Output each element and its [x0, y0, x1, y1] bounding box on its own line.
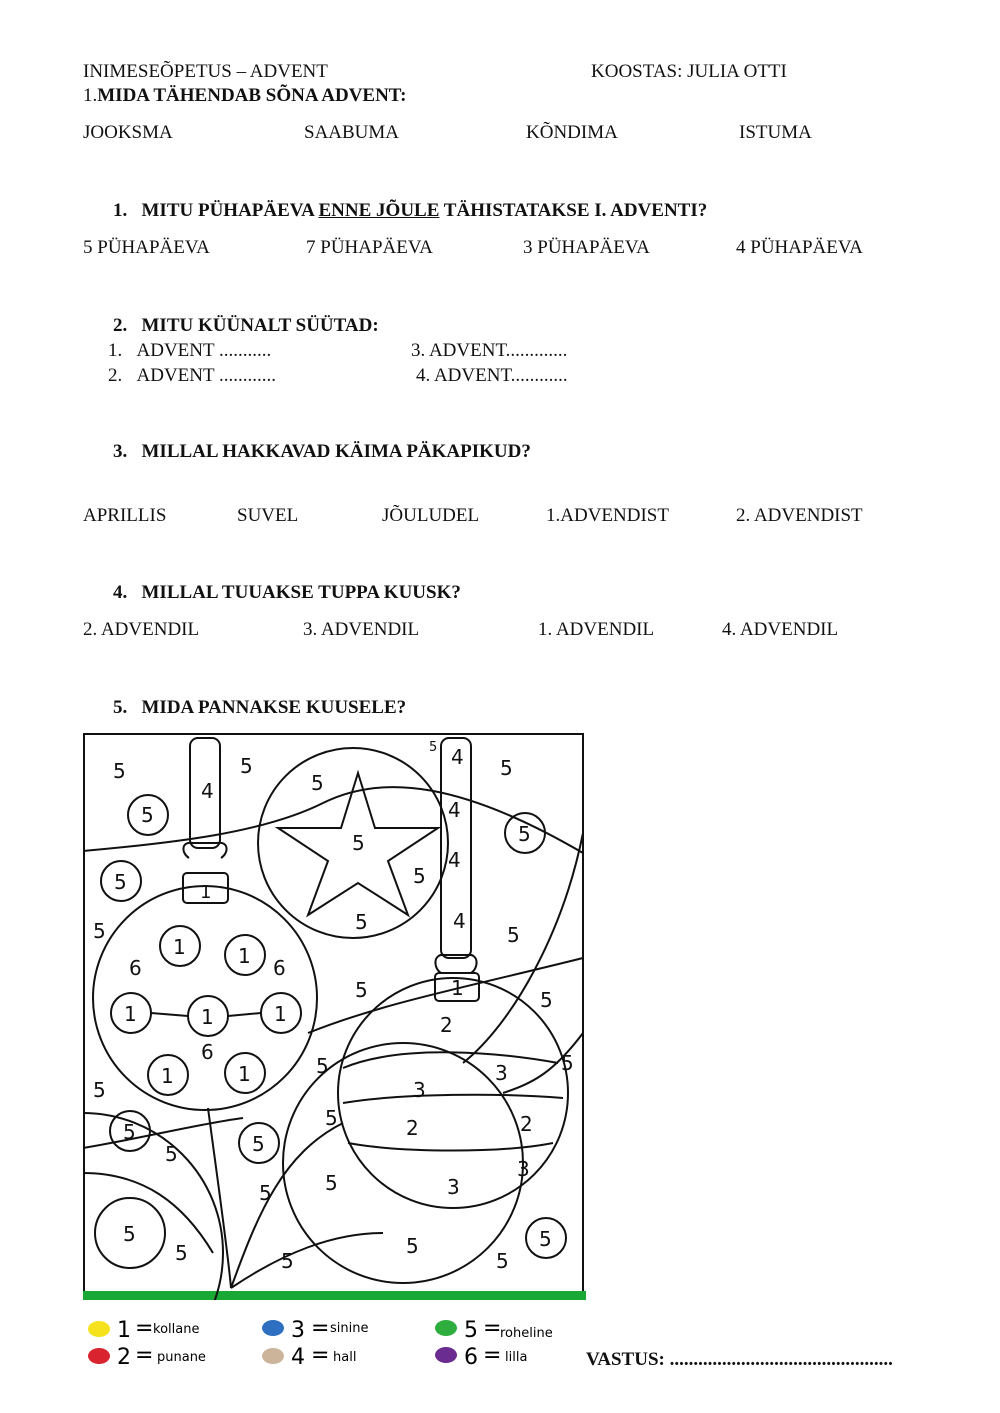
legend-equals: =	[135, 1316, 154, 1341]
picture-number: 5	[355, 978, 368, 1002]
q1-option[interactable]: 7 PÜHAPÄEVA	[306, 237, 433, 258]
picture-number: 5	[123, 1120, 136, 1144]
legend-number: 5	[464, 1318, 478, 1343]
question-text: MITU KÜÜNALT SÜÜTAD:	[141, 315, 379, 336]
question-number: 1.	[83, 85, 98, 106]
question-text: MILLAL TUUAKSE TUPPA KUUSK?	[141, 582, 461, 603]
q2-item[interactable]	[108, 341, 271, 360]
picture-number: 5	[123, 1222, 136, 1246]
legend-label: punane	[157, 1350, 206, 1365]
picture-number: 5	[165, 1142, 178, 1166]
question-1	[113, 201, 707, 220]
picture-number: 6	[129, 956, 142, 980]
legend-label: roheline	[500, 1326, 553, 1341]
legend-equals: =	[483, 1316, 502, 1341]
curve-line	[83, 1118, 243, 1148]
q0-option[interactable]: SAABUMA	[304, 122, 400, 143]
q2-item[interactable]: 4. ADVENT............	[416, 365, 568, 386]
answer-field[interactable]	[586, 1350, 893, 1369]
question-underlined: ENNE JÕULE	[318, 200, 440, 221]
curve-line	[463, 833, 583, 1063]
legend-item	[435, 1316, 553, 1343]
item-number: 1.	[108, 340, 123, 361]
q3-option[interactable]: JÕULUDEL	[382, 505, 480, 526]
picture-number: 5	[93, 1078, 106, 1102]
picture-number: 5	[540, 988, 553, 1012]
item-text: ADVENT ............	[136, 365, 277, 386]
question-number: 4.	[113, 582, 128, 603]
color-legend	[85, 1313, 575, 1373]
picture-number: 5	[252, 1132, 265, 1156]
picture-number: 2	[520, 1112, 533, 1136]
q3-option[interactable]: SUVEL	[237, 505, 299, 526]
picture-number: 5	[141, 803, 154, 827]
picture-number: 6	[201, 1040, 214, 1064]
question-3	[113, 442, 531, 461]
q0-option[interactable]: KÕNDIMA	[526, 122, 618, 143]
question-number: 3.	[113, 441, 128, 462]
question-4	[113, 583, 461, 602]
legend-number: 1	[117, 1318, 131, 1343]
q4-option[interactable]: 4. ADVENDIL	[722, 619, 839, 640]
picture-number: 5	[93, 919, 106, 943]
q0-option[interactable]: ISTUMA	[739, 122, 812, 143]
picture-number: 5	[561, 1051, 574, 1075]
picture-number: 5	[406, 1234, 419, 1258]
question-text: MILLAL HAKKAVAD KÄIMA PÄKAPIKUD?	[141, 441, 531, 462]
picture-number: 1	[161, 1064, 174, 1088]
answer-blank[interactable]: ...............................................	[669, 1349, 893, 1370]
picture-number: 5	[325, 1171, 338, 1195]
q4-option[interactable]: 2. ADVENDIL	[83, 619, 200, 640]
q4-option[interactable]: 1. ADVENDIL	[538, 619, 655, 640]
paint-blob-red-icon	[88, 1348, 110, 1364]
ornament-bottom	[283, 1043, 523, 1283]
picture-number: 5	[518, 822, 531, 846]
q4-option[interactable]: 3. ADVENDIL	[303, 619, 420, 640]
paint-blob-yellow-icon	[88, 1321, 110, 1337]
picture-number: 1	[124, 1002, 137, 1026]
picture-number: 2	[406, 1116, 419, 1140]
picture-number: 3	[447, 1175, 460, 1199]
question-number: 5.	[113, 697, 128, 718]
picture-number: 3	[413, 1078, 426, 1102]
q3-option[interactable]: 1.ADVENDIST	[546, 505, 669, 526]
legend-label: sinine	[330, 1321, 369, 1336]
picture-number: 1	[201, 1005, 214, 1029]
q3-option[interactable]: 2. ADVENDIST	[736, 505, 863, 526]
question-0	[83, 86, 406, 105]
ornament-stripe	[343, 1052, 558, 1068]
q2-item[interactable]: 3. ADVENT.............	[411, 340, 568, 361]
legend-number: 2	[117, 1345, 131, 1370]
picture-number: 1	[238, 1062, 251, 1086]
ornament-right	[338, 978, 568, 1208]
picture-number: 4	[448, 848, 461, 872]
color-by-number-picture	[83, 733, 586, 1300]
picture-number: 3	[517, 1157, 530, 1181]
question-number: 1.	[113, 200, 128, 221]
answer-label: VASTUS:	[586, 1349, 665, 1370]
picture-number: 5	[429, 740, 438, 755]
picture-number: 4	[451, 745, 464, 769]
legend-item	[262, 1343, 356, 1370]
hanger-cap	[183, 843, 226, 858]
subject-title: INIMESEÕPETUS – ADVENT	[83, 61, 328, 82]
legend-number: 3	[291, 1318, 305, 1343]
legend-label: hall	[333, 1350, 357, 1365]
question-number: 2.	[113, 315, 128, 336]
picture-number: 5	[500, 756, 513, 780]
picture-number: 5	[496, 1249, 509, 1273]
picture-number: 1	[200, 882, 212, 903]
q1-option[interactable]: 5 PÜHAPÄEVA	[83, 237, 210, 258]
legend-equals: =	[135, 1343, 154, 1368]
picture-number: 1	[238, 944, 251, 968]
picture-number: 5	[316, 1054, 329, 1078]
picture-number: 4	[448, 798, 461, 822]
legend-label: kollane	[153, 1322, 200, 1337]
curve-line	[231, 1233, 383, 1288]
question-text: MITU PÜHAPÄEVA	[141, 200, 319, 221]
legend-label: lilla	[505, 1350, 528, 1365]
picture-number: 3	[495, 1061, 508, 1085]
picture-number: 5	[311, 771, 324, 795]
picture-number: 5	[355, 910, 368, 934]
legend-number: 4	[291, 1345, 305, 1370]
question-text: MIDA TÄHENDAB SÕNA ADVENT:	[97, 85, 407, 106]
picture-number: 5	[114, 870, 127, 894]
frame-green-bar	[83, 1291, 586, 1300]
question-2	[113, 316, 379, 335]
picture-number: 5	[240, 754, 253, 778]
picture-number: 5	[259, 1181, 272, 1205]
question-5	[113, 698, 406, 717]
question-text: MIDA PANNAKSE KUUSELE?	[141, 697, 407, 718]
picture-number: 5	[539, 1227, 552, 1251]
item-text: ADVENT ...........	[136, 340, 272, 361]
picture-number: 2	[440, 1013, 453, 1037]
question-text-end: TÄHISTATAKSE I. ADVENTI?	[439, 200, 708, 221]
legend-item	[88, 1316, 199, 1343]
paint-blob-grey-icon	[262, 1348, 284, 1364]
picture-number: 4	[453, 909, 466, 933]
q1-option[interactable]: 4 PÜHAPÄEVA	[736, 237, 863, 258]
legend-item	[435, 1343, 527, 1370]
legend-item	[262, 1316, 368, 1343]
paint-blob-purple-icon	[435, 1347, 457, 1363]
paint-blob-green-icon	[435, 1320, 457, 1336]
picture-number: 5	[175, 1241, 188, 1265]
legend-number: 6	[464, 1345, 478, 1370]
ornament-left	[93, 886, 317, 1110]
picture-number: 1	[451, 976, 464, 1000]
picture-number: 5	[507, 923, 520, 947]
q2-item[interactable]	[108, 366, 276, 385]
legend-equals: =	[311, 1343, 330, 1368]
q3-option[interactable]: APRILLIS	[83, 505, 167, 526]
picture-number: 6	[273, 956, 286, 980]
picture-number: 5	[352, 831, 365, 855]
author-line: KOOSTAS: JULIA OTTI	[591, 61, 787, 82]
picture-number: 5	[281, 1249, 294, 1273]
item-number: 2.	[108, 365, 123, 386]
paint-blob-blue-icon	[262, 1320, 284, 1336]
picture-number: 5	[413, 864, 426, 888]
picture-number: 1	[173, 935, 186, 959]
legend-item	[88, 1343, 206, 1370]
legend-equals: =	[311, 1316, 330, 1341]
picture-number: 5	[325, 1106, 338, 1130]
ornament-stripe	[343, 1095, 563, 1103]
picture-number: 4	[201, 779, 214, 803]
q0-option[interactable]: JOOKSMA	[83, 122, 173, 143]
picture-number: 5	[113, 759, 126, 783]
q1-option[interactable]: 3 PÜHAPÄEVA	[523, 237, 650, 258]
picture-numbers	[93, 740, 574, 1273]
legend-equals: =	[483, 1343, 502, 1368]
picture-number: 1	[274, 1002, 287, 1026]
